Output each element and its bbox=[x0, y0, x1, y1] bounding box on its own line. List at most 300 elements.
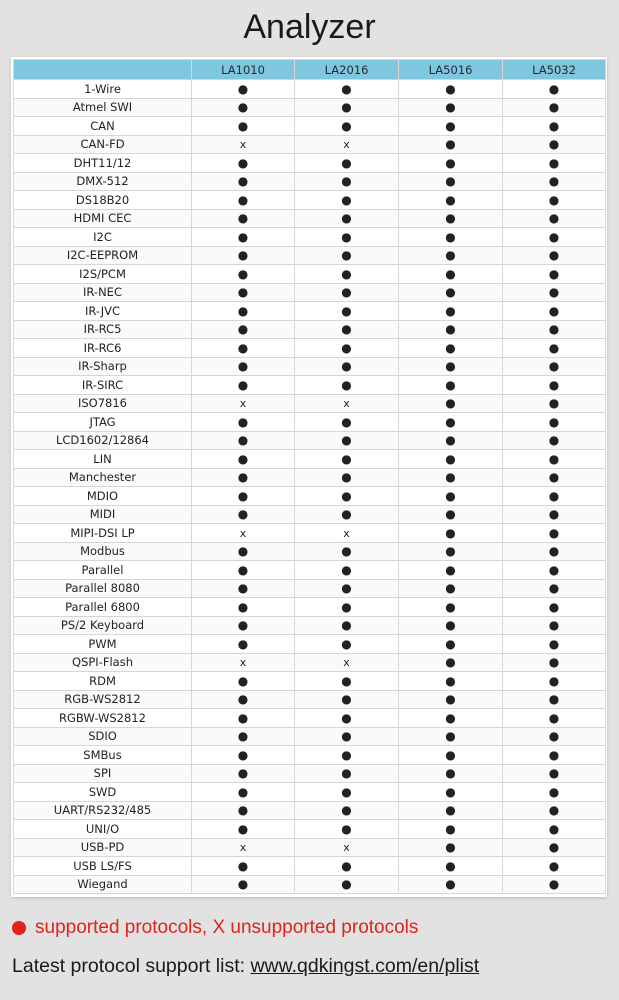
protocol-name: UART/RS232/485 bbox=[14, 801, 192, 820]
supported-mark: ● bbox=[548, 285, 560, 300]
supported-mark: ● bbox=[237, 377, 249, 392]
support-cell bbox=[503, 783, 606, 802]
table-row bbox=[14, 117, 606, 136]
support-cell bbox=[399, 672, 503, 691]
table-row bbox=[14, 246, 606, 265]
supported-mark: ● bbox=[341, 229, 352, 244]
supported-mark: ● bbox=[237, 562, 249, 577]
support-cell bbox=[399, 135, 503, 154]
footer-label: Latest protocol support list: bbox=[12, 955, 251, 977]
support-cell bbox=[399, 875, 503, 894]
protocol-table-container bbox=[11, 57, 607, 897]
page-title: Analyzer bbox=[243, 8, 376, 46]
support-cell bbox=[295, 80, 399, 99]
support-cell bbox=[503, 172, 606, 191]
support-cell bbox=[192, 376, 295, 395]
support-cell bbox=[192, 672, 295, 691]
unsupported-mark: x bbox=[239, 526, 247, 540]
table-row bbox=[14, 413, 606, 432]
table-row bbox=[14, 820, 606, 839]
table-row bbox=[14, 635, 606, 654]
supported-mark: ● bbox=[237, 359, 249, 374]
support-cell bbox=[399, 579, 503, 598]
table-row bbox=[14, 875, 606, 894]
support-cell bbox=[295, 209, 399, 228]
support-cell bbox=[295, 394, 399, 413]
support-cell bbox=[503, 487, 606, 506]
supported-mark: ● bbox=[548, 729, 560, 744]
protocol-support-table bbox=[13, 59, 606, 894]
support-cell bbox=[295, 598, 399, 617]
supported-mark: ● bbox=[237, 858, 249, 873]
support-cell bbox=[503, 524, 606, 543]
supported-mark: ● bbox=[237, 507, 249, 522]
supported-mark: ● bbox=[548, 396, 560, 411]
support-cell bbox=[295, 875, 399, 894]
protocol-name: LIN bbox=[14, 450, 192, 469]
support-cell bbox=[503, 191, 606, 210]
table-body bbox=[14, 80, 606, 894]
support-cell bbox=[192, 524, 295, 543]
protocol-name: SMBus bbox=[14, 746, 192, 765]
supported-mark: ● bbox=[341, 248, 352, 263]
support-cell bbox=[503, 820, 606, 839]
supported-mark: ● bbox=[548, 766, 560, 781]
supported-mark: ● bbox=[445, 747, 456, 762]
support-cell bbox=[192, 690, 295, 709]
support-cell bbox=[399, 320, 503, 339]
support-cell bbox=[295, 727, 399, 746]
supported-mark: ● bbox=[341, 858, 352, 873]
table-row bbox=[14, 764, 606, 783]
support-cell bbox=[399, 598, 503, 617]
supported-mark: ● bbox=[341, 451, 352, 466]
support-cell bbox=[192, 598, 295, 617]
supported-mark: ● bbox=[548, 488, 560, 503]
table-row bbox=[14, 524, 606, 543]
supported-mark: ● bbox=[548, 784, 560, 799]
supported-mark: ● bbox=[341, 766, 352, 781]
table-row bbox=[14, 616, 606, 635]
support-cell bbox=[503, 764, 606, 783]
supported-mark: ● bbox=[548, 840, 560, 855]
support-cell bbox=[503, 653, 606, 672]
supported-mark: ● bbox=[445, 414, 456, 429]
support-cell bbox=[503, 542, 606, 561]
support-cell bbox=[399, 820, 503, 839]
support-cell bbox=[192, 80, 295, 99]
supported-mark: ● bbox=[341, 581, 352, 596]
table-row bbox=[14, 746, 606, 765]
supported-mark: ● bbox=[445, 877, 456, 892]
support-cell bbox=[295, 98, 399, 117]
support-cell bbox=[192, 561, 295, 580]
support-cell bbox=[503, 838, 606, 857]
protocol-name: PWM bbox=[14, 635, 192, 654]
supported-mark: ● bbox=[445, 248, 456, 263]
support-cell bbox=[503, 302, 606, 321]
supported-mark: ● bbox=[445, 858, 456, 873]
support-cell bbox=[503, 135, 606, 154]
supported-mark: ● bbox=[445, 322, 456, 337]
support-cell bbox=[399, 98, 503, 117]
support-cell bbox=[503, 117, 606, 136]
supported-mark: ● bbox=[548, 710, 560, 725]
support-cell bbox=[192, 801, 295, 820]
support-cell bbox=[192, 246, 295, 265]
legend bbox=[12, 917, 418, 939]
supported-mark: ● bbox=[445, 544, 456, 559]
supported-mark: ● bbox=[548, 414, 560, 429]
supported-mark: ● bbox=[548, 211, 560, 226]
supported-mark: ● bbox=[237, 414, 249, 429]
support-cell bbox=[503, 468, 606, 487]
support-cell bbox=[503, 246, 606, 265]
support-cell bbox=[295, 413, 399, 432]
supported-mark: ● bbox=[548, 229, 560, 244]
supported-mark: ● bbox=[445, 710, 456, 725]
support-cell bbox=[295, 431, 399, 450]
supported-mark: ● bbox=[237, 766, 249, 781]
support-cell bbox=[192, 838, 295, 857]
support-cell bbox=[192, 228, 295, 247]
table-row bbox=[14, 542, 606, 561]
support-cell bbox=[192, 857, 295, 876]
supported-mark: ● bbox=[341, 211, 352, 226]
support-cell bbox=[503, 875, 606, 894]
support-cell bbox=[399, 283, 503, 302]
support-cell bbox=[503, 357, 606, 376]
unsupported-mark: x bbox=[343, 526, 350, 540]
protocol-name: Atmel SWI bbox=[14, 98, 192, 117]
supported-mark: ● bbox=[548, 673, 560, 688]
support-cell bbox=[192, 764, 295, 783]
supported-mark: ● bbox=[548, 303, 560, 318]
table-row bbox=[14, 838, 606, 857]
protocol-name: HDMI CEC bbox=[14, 209, 192, 228]
supported-mark: ● bbox=[548, 618, 560, 633]
support-cell bbox=[399, 154, 503, 173]
protocol-name: 1-Wire bbox=[14, 80, 192, 99]
support-cell bbox=[399, 172, 503, 191]
supported-mark: ● bbox=[237, 544, 249, 559]
table-row bbox=[14, 228, 606, 247]
support-cell bbox=[295, 357, 399, 376]
protocol-list-link[interactable]: www.qdkingst.com/en/plist bbox=[250, 955, 480, 977]
table-row bbox=[14, 857, 606, 876]
support-cell bbox=[295, 228, 399, 247]
supported-mark: ● bbox=[237, 155, 249, 170]
support-cell bbox=[192, 468, 295, 487]
supported-mark: ● bbox=[341, 118, 352, 133]
supported-mark: ● bbox=[445, 451, 456, 466]
support-cell bbox=[192, 653, 295, 672]
supported-mark: ● bbox=[341, 747, 352, 762]
support-cell bbox=[295, 542, 399, 561]
supported-mark: ● bbox=[445, 192, 456, 207]
supported-mark: ● bbox=[237, 803, 249, 818]
supported-mark: ● bbox=[341, 303, 352, 318]
red-dot-icon bbox=[12, 921, 26, 935]
supported-mark: ● bbox=[445, 137, 456, 152]
support-cell bbox=[503, 616, 606, 635]
support-cell bbox=[503, 80, 606, 99]
support-cell bbox=[399, 265, 503, 284]
supported-mark: ● bbox=[237, 192, 249, 207]
table-row bbox=[14, 339, 606, 358]
support-cell bbox=[399, 413, 503, 432]
supported-mark: ● bbox=[548, 470, 560, 485]
support-cell bbox=[399, 857, 503, 876]
support-cell bbox=[503, 413, 606, 432]
support-cell bbox=[192, 542, 295, 561]
supported-mark: ● bbox=[445, 507, 456, 522]
table-row bbox=[14, 709, 606, 728]
supported-mark: ● bbox=[548, 81, 560, 96]
support-cell bbox=[192, 875, 295, 894]
supported-mark: ● bbox=[341, 877, 352, 892]
support-cell bbox=[399, 376, 503, 395]
protocol-name: DMX-512 bbox=[14, 172, 192, 191]
support-cell bbox=[295, 487, 399, 506]
table-header-row bbox=[14, 60, 606, 80]
supported-mark: ● bbox=[445, 821, 456, 836]
protocol-name: MIDI bbox=[14, 505, 192, 524]
supported-mark: ● bbox=[548, 192, 560, 207]
support-cell bbox=[503, 635, 606, 654]
supported-mark: ● bbox=[341, 636, 352, 651]
support-cell bbox=[295, 283, 399, 302]
supported-mark: ● bbox=[548, 248, 560, 263]
support-cell bbox=[192, 135, 295, 154]
support-cell bbox=[295, 783, 399, 802]
support-cell bbox=[503, 98, 606, 117]
supported-mark: ● bbox=[445, 488, 456, 503]
support-cell bbox=[192, 172, 295, 191]
supported-mark: ● bbox=[548, 562, 560, 577]
support-cell bbox=[399, 709, 503, 728]
supported-mark: ● bbox=[445, 81, 456, 96]
supported-mark: ● bbox=[341, 562, 352, 577]
support-cell bbox=[192, 265, 295, 284]
protocol-name: IR-JVC bbox=[14, 302, 192, 321]
support-cell bbox=[295, 820, 399, 839]
support-cell bbox=[399, 746, 503, 765]
supported-mark: ● bbox=[445, 377, 456, 392]
support-cell bbox=[399, 302, 503, 321]
supported-mark: ● bbox=[237, 636, 249, 651]
table-row bbox=[14, 579, 606, 598]
support-cell bbox=[192, 339, 295, 358]
protocol-name: Parallel 6800 bbox=[14, 598, 192, 617]
legend-text: supported protocols, X unsupported protocols bbox=[35, 917, 419, 938]
unsupported-mark: x bbox=[239, 841, 247, 855]
support-cell bbox=[399, 635, 503, 654]
supported-mark: ● bbox=[445, 599, 456, 614]
table-row bbox=[14, 450, 606, 469]
protocol-name: I2C bbox=[14, 228, 192, 247]
supported-mark: ● bbox=[548, 655, 560, 670]
supported-mark: ● bbox=[237, 433, 249, 448]
support-cell bbox=[399, 339, 503, 358]
support-cell bbox=[503, 376, 606, 395]
supported-mark: ● bbox=[237, 599, 249, 614]
table-row bbox=[14, 302, 606, 321]
support-cell bbox=[192, 320, 295, 339]
protocol-name: MDIO bbox=[14, 487, 192, 506]
supported-mark: ● bbox=[341, 470, 352, 485]
support-cell bbox=[295, 561, 399, 580]
protocol-name: SWD bbox=[14, 783, 192, 802]
supported-mark: ● bbox=[548, 544, 560, 559]
supported-mark: ● bbox=[237, 174, 249, 189]
table-row bbox=[14, 80, 606, 99]
supported-mark: ● bbox=[341, 729, 352, 744]
support-cell bbox=[295, 635, 399, 654]
support-cell bbox=[399, 727, 503, 746]
support-cell bbox=[503, 154, 606, 173]
support-cell bbox=[192, 413, 295, 432]
supported-mark: ● bbox=[341, 618, 352, 633]
supported-mark: ● bbox=[445, 692, 456, 707]
support-cell bbox=[503, 320, 606, 339]
supported-mark: ● bbox=[548, 155, 560, 170]
supported-mark: ● bbox=[341, 673, 352, 688]
support-cell bbox=[399, 228, 503, 247]
supported-mark: ● bbox=[445, 433, 456, 448]
protocol-name: DS18B20 bbox=[14, 191, 192, 210]
support-cell bbox=[399, 690, 503, 709]
table-row bbox=[14, 376, 606, 395]
supported-mark: ● bbox=[445, 266, 456, 281]
supported-mark: ● bbox=[445, 211, 456, 226]
unsupported-mark: x bbox=[343, 841, 350, 855]
protocol-name: Manchester bbox=[14, 468, 192, 487]
support-cell bbox=[295, 616, 399, 635]
support-cell bbox=[295, 838, 399, 857]
support-cell bbox=[295, 709, 399, 728]
supported-mark: ● bbox=[548, 118, 560, 133]
supported-mark: ● bbox=[341, 544, 352, 559]
protocol-name: Parallel bbox=[14, 561, 192, 580]
column-header-la1010: LA1010 bbox=[192, 60, 295, 80]
supported-mark: ● bbox=[341, 155, 352, 170]
support-cell bbox=[192, 431, 295, 450]
support-cell bbox=[399, 431, 503, 450]
support-cell bbox=[295, 265, 399, 284]
supported-mark: ● bbox=[237, 618, 249, 633]
unsupported-mark: x bbox=[239, 656, 247, 670]
supported-mark: ● bbox=[237, 877, 249, 892]
supported-mark: ● bbox=[445, 155, 456, 170]
supported-mark: ● bbox=[237, 100, 249, 115]
support-cell bbox=[295, 468, 399, 487]
support-cell bbox=[399, 653, 503, 672]
protocol-name: Wiegand bbox=[14, 875, 192, 894]
support-cell bbox=[295, 320, 399, 339]
support-cell bbox=[503, 727, 606, 746]
support-cell bbox=[192, 209, 295, 228]
table-row bbox=[14, 783, 606, 802]
protocol-name: JTAG bbox=[14, 413, 192, 432]
support-cell bbox=[192, 283, 295, 302]
support-cell bbox=[399, 616, 503, 635]
protocol-name: PS/2 Keyboard bbox=[14, 616, 192, 635]
table-row bbox=[14, 154, 606, 173]
table-row bbox=[14, 505, 606, 524]
support-cell bbox=[399, 524, 503, 543]
protocol-name: USB LS/FS bbox=[14, 857, 192, 876]
table-row bbox=[14, 561, 606, 580]
supported-mark: ● bbox=[341, 81, 352, 96]
support-cell bbox=[295, 579, 399, 598]
support-cell bbox=[503, 709, 606, 728]
supported-mark: ● bbox=[341, 692, 352, 707]
supported-mark: ● bbox=[341, 377, 352, 392]
support-cell bbox=[399, 505, 503, 524]
supported-mark: ● bbox=[237, 488, 249, 503]
supported-mark: ● bbox=[445, 470, 456, 485]
supported-mark: ● bbox=[445, 784, 456, 799]
support-cell bbox=[503, 431, 606, 450]
support-cell bbox=[295, 764, 399, 783]
supported-mark: ● bbox=[237, 821, 249, 836]
protocol-name: CAN bbox=[14, 117, 192, 136]
supported-mark: ● bbox=[341, 821, 352, 836]
supported-mark: ● bbox=[548, 137, 560, 152]
support-cell bbox=[295, 302, 399, 321]
supported-mark: ● bbox=[445, 100, 456, 115]
supported-mark: ● bbox=[341, 507, 352, 522]
table-row bbox=[14, 265, 606, 284]
supported-mark: ● bbox=[548, 525, 560, 540]
supported-mark: ● bbox=[237, 747, 249, 762]
support-cell bbox=[399, 783, 503, 802]
table-row bbox=[14, 801, 606, 820]
support-cell bbox=[503, 857, 606, 876]
supported-mark: ● bbox=[341, 322, 352, 337]
support-cell bbox=[295, 653, 399, 672]
supported-mark: ● bbox=[548, 599, 560, 614]
support-cell bbox=[192, 783, 295, 802]
supported-mark: ● bbox=[548, 877, 560, 892]
supported-mark: ● bbox=[237, 729, 249, 744]
supported-mark: ● bbox=[445, 118, 456, 133]
supported-mark: ● bbox=[237, 248, 249, 263]
support-cell bbox=[295, 801, 399, 820]
support-cell bbox=[295, 376, 399, 395]
protocol-name: CAN-FD bbox=[14, 135, 192, 154]
table-row bbox=[14, 690, 606, 709]
protocol-name: IR-RC5 bbox=[14, 320, 192, 339]
table-row bbox=[14, 135, 606, 154]
protocol-name: IR-NEC bbox=[14, 283, 192, 302]
support-cell bbox=[192, 394, 295, 413]
supported-mark: ● bbox=[341, 433, 352, 448]
unsupported-mark: x bbox=[239, 397, 247, 411]
unsupported-mark: x bbox=[239, 138, 247, 152]
support-cell bbox=[503, 265, 606, 284]
supported-mark: ● bbox=[341, 359, 352, 374]
support-cell bbox=[192, 635, 295, 654]
supported-mark: ● bbox=[445, 340, 456, 355]
protocol-name: IR-SIRC bbox=[14, 376, 192, 395]
supported-mark: ● bbox=[445, 562, 456, 577]
table-row bbox=[14, 394, 606, 413]
supported-mark: ● bbox=[445, 729, 456, 744]
support-cell bbox=[295, 135, 399, 154]
support-cell bbox=[295, 246, 399, 265]
